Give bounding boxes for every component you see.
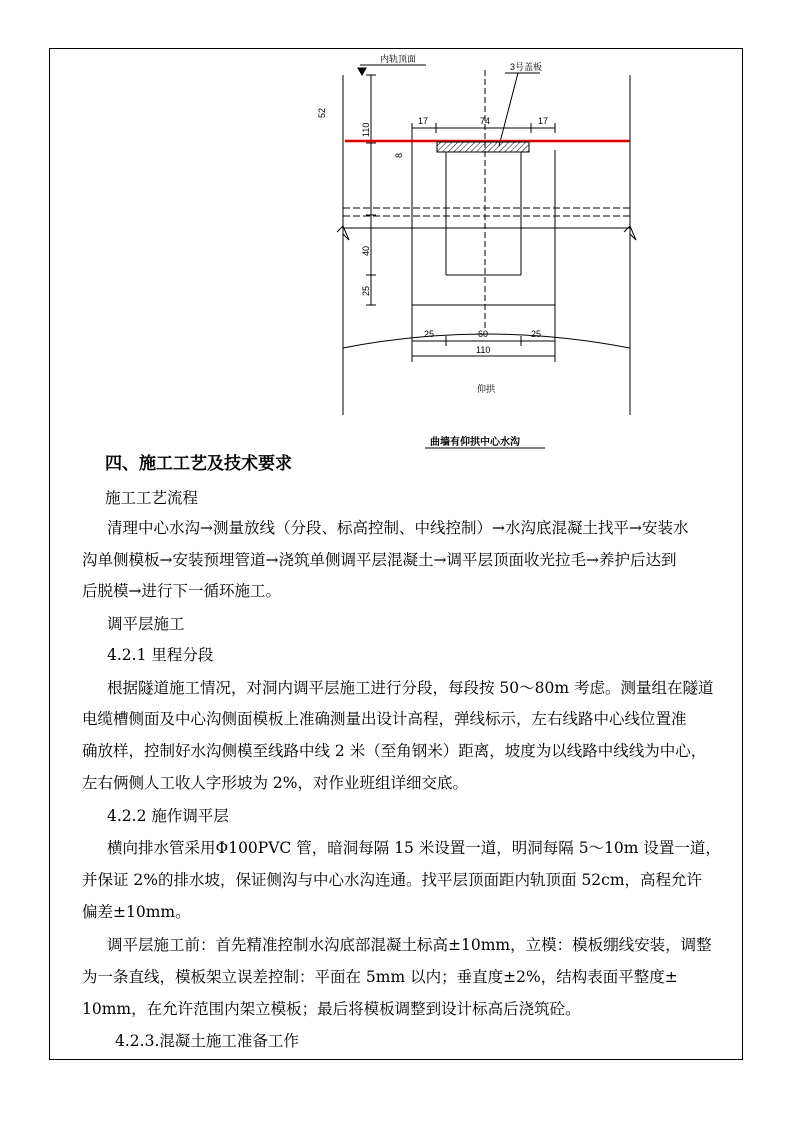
ditch-section-drawing bbox=[0, 0, 794, 470]
p-before-line-3: 10mm，在允许范围内架立模板；最后将模板调整到设计标高后浇筑砼。 bbox=[82, 1000, 581, 1018]
flow-title: 施工工艺流程 bbox=[105, 489, 199, 507]
label-cover-plate: 3号盖板 bbox=[510, 62, 543, 72]
dim-110-horizontal: 110 bbox=[476, 345, 491, 355]
flow-line-1: 清理中心水沟→测量放线（分段、标高控制、中线控制）→水沟底混凝土找平→安装水 bbox=[107, 519, 689, 537]
dim-25-left: 25 bbox=[424, 329, 435, 339]
leveling-title: 调平层施工 bbox=[107, 615, 185, 633]
p422-line-3: 偏差±10mm。 bbox=[82, 903, 191, 921]
dim-25-right: 25 bbox=[531, 329, 542, 339]
p421-line-1: 根据隧道施工情况，对洞内调平层施工进行分段，每段按 50～80m 考虑。测量组在隧道 bbox=[107, 679, 714, 697]
p-before-line-2: 为一条直线，模板架立误差控制：平面在 5mm 以内；垂直度±2%，结构表面平整度± bbox=[82, 968, 678, 986]
dim-17-right: 17 bbox=[538, 116, 549, 126]
cover-plate bbox=[437, 142, 529, 152]
p-before-line-1: 调平层施工前：首先精准控制水沟底部混凝土标高±10mm，立模：模板绷线安装，调整 bbox=[107, 936, 712, 954]
dim-40: 40 bbox=[361, 245, 371, 256]
label-inner-section: 内轨顶面 bbox=[380, 54, 417, 64]
p421-line-3: 确放样，控制好水沟侧模至线路中线 2 米（至角钢米）距离，坡度为以线路中线线为中心， bbox=[82, 742, 707, 760]
heading-4-2-1: 4.2.1 里程分段 bbox=[107, 646, 214, 664]
dim-74: 74 bbox=[480, 116, 491, 126]
dim-17-left: 17 bbox=[418, 116, 429, 126]
heading-4-2-3: 4.2.3.混凝土施工准备工作 bbox=[115, 1032, 299, 1050]
p421-line-4: 左右俩侧人工收人字形坡为 2%，对作业班组详细交底。 bbox=[82, 774, 469, 792]
dim-60: 60 bbox=[478, 329, 489, 339]
section-title: 四、施工工艺及技术要求 bbox=[105, 454, 292, 474]
p422-line-1: 横向排水管采用Φ100PVC 管，暗洞每隔 15 米设置一道，明洞每隔 5～10m 设置一道， bbox=[107, 839, 721, 857]
drawing-caption: 曲墙有仰拱中心水沟 bbox=[430, 437, 520, 448]
dim-110-vertical: 110 bbox=[361, 122, 371, 137]
flow-line-3: 后脱模→进行下一循环施工。 bbox=[82, 582, 281, 600]
flow-line-2: 沟单侧模板→安装预埋管道→浇筑单侧调平层混凝土→调平层顶面收光拉毛→养护后达到 bbox=[82, 551, 677, 569]
dim-52: 52 bbox=[317, 107, 327, 118]
label-invert: 仰拱 bbox=[477, 384, 496, 394]
p422-line-2: 并保证 2%的排水坡，保证侧沟与中心水沟连通。找平层顶面距内轨顶面 52cm，高程允许 bbox=[82, 871, 703, 889]
dim-25-vertical: 25 bbox=[361, 285, 371, 296]
p421-line-2: 电缆槽侧面及中心沟侧面模板上准确测量出设计高程，弹线标示，左右线路中心线位置准 bbox=[82, 710, 687, 728]
heading-4-2-2: 4.2.2 施作调平层 bbox=[107, 807, 229, 825]
dim-8: 8 bbox=[394, 152, 404, 158]
level-marker bbox=[358, 68, 366, 75]
